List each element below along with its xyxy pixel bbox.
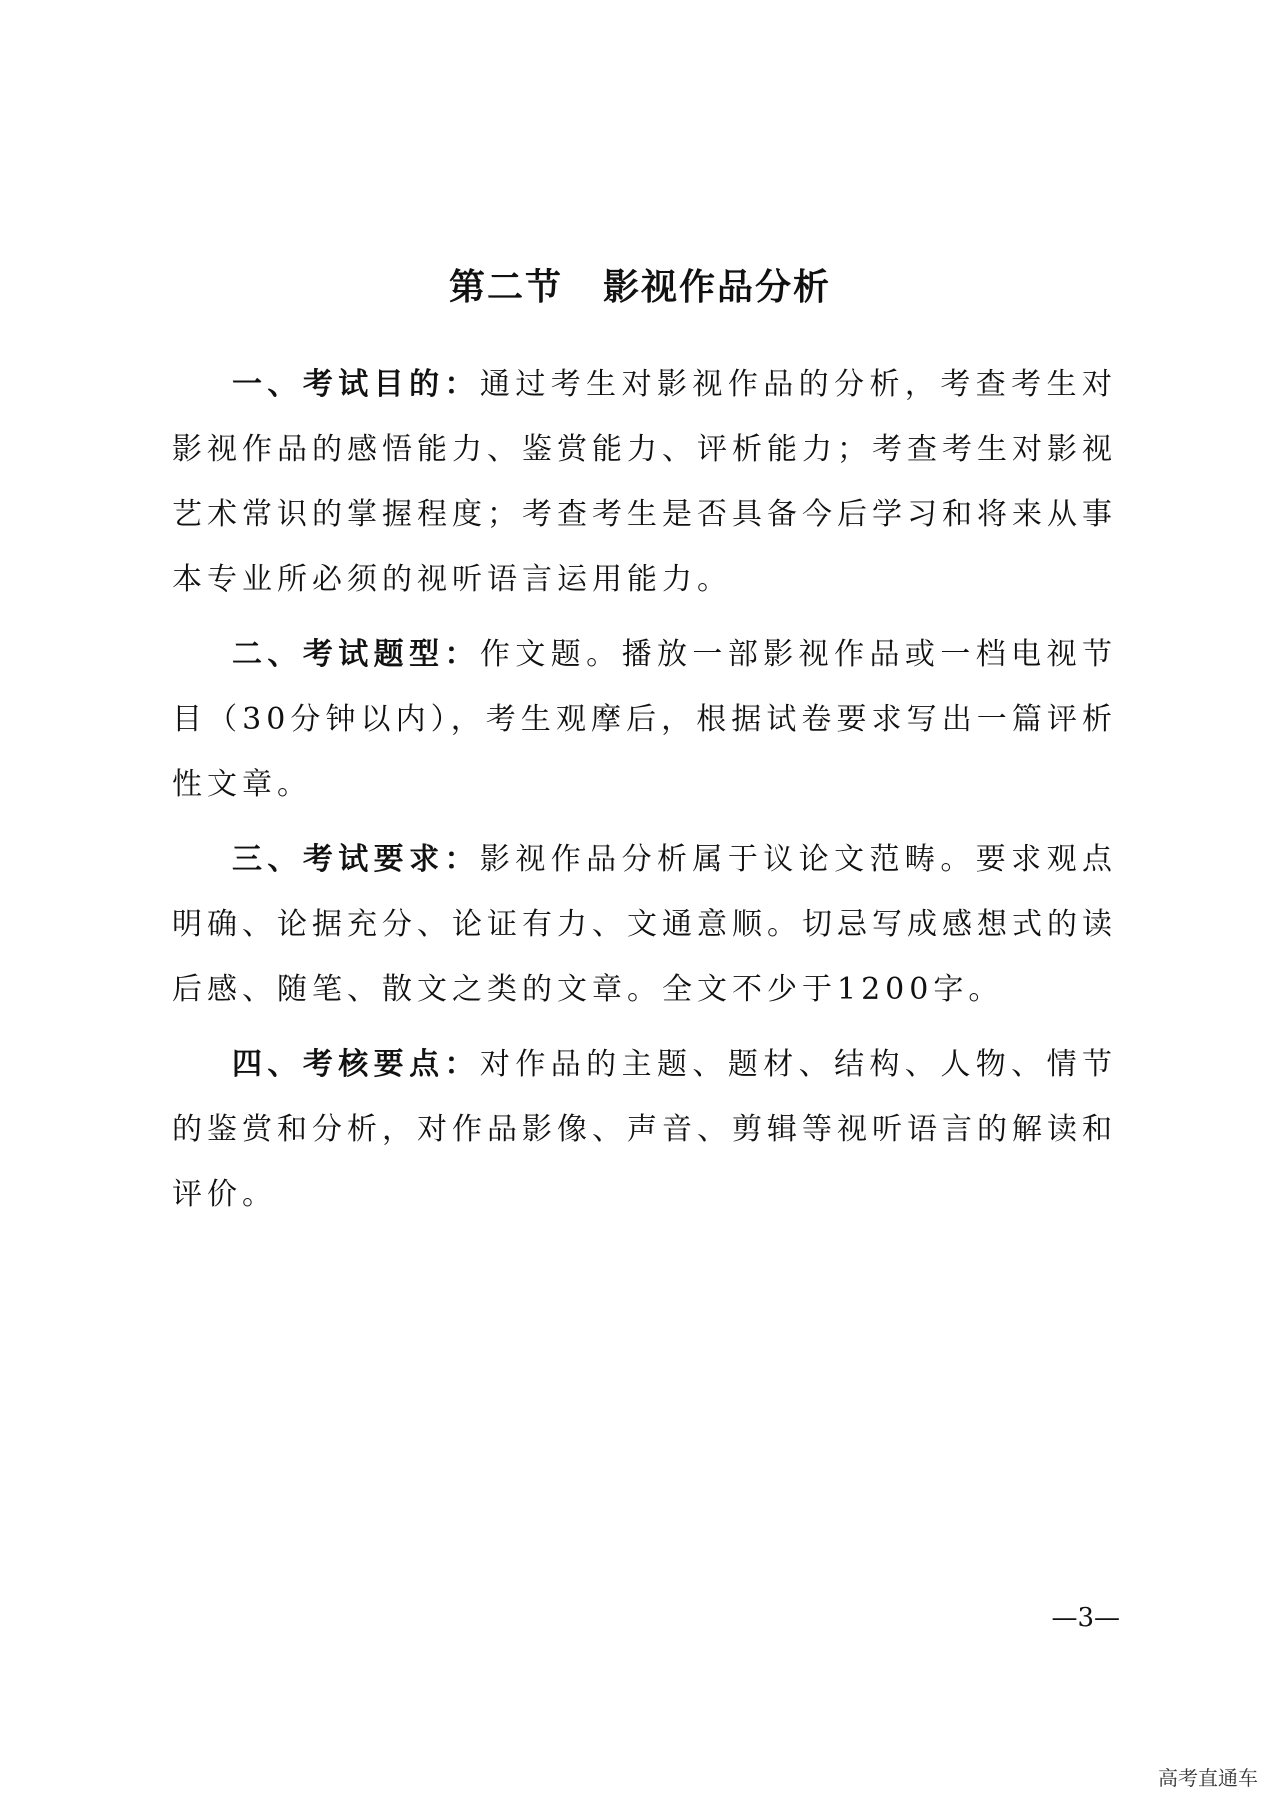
paragraph-assessment-points <box>172 1032 1117 1227</box>
paragraph-text: 通过考生对影视作品的分析，考查考生对影视作品的感悟能力、鉴赏能力、评析能力；考查考生对影视艺术常识的掌握程度；考查考生是否具备今后学习和将来从事本专业所必须的视听语言运用能力。 <box>172 367 1118 597</box>
section-name: 影视作品分析 <box>603 267 832 308</box>
document-body <box>172 352 1117 1237</box>
paragraph-exam-purpose <box>172 352 1117 612</box>
page-number: —3— <box>1051 1603 1120 1633</box>
paragraph-lead: 四、考核要点： <box>232 1047 480 1082</box>
section-number: 第二节 <box>448 267 563 308</box>
paragraph-text: 作文题。播放一部影视作品或一档电视节目（30分钟以内），考生观摩后，根据试卷要求写出一篇评析性文章。 <box>172 637 1118 802</box>
paragraph-text: 对作品的主题、题材、结构、人物、情节的鉴赏和分析，对作品影像、声音、剪辑等视听语言的解读和评价。 <box>172 1047 1118 1212</box>
watermark: 高考直通车 <box>1158 1766 1258 1790</box>
paragraph-lead: 三、考试要求： <box>232 842 480 877</box>
paragraph-lead: 二、考试题型： <box>232 637 480 672</box>
paragraph-exam-type <box>172 622 1117 817</box>
page-title <box>0 258 1280 318</box>
paragraph-text: 影视作品分析属于议论文范畴。要求观点明确、论据充分、论证有力、文通意顺。切忌写成感想式的读后感、随笔、散文之类的文章。全文不少于1200字。 <box>172 842 1118 1007</box>
paragraph-lead: 一、考试目的： <box>232 367 480 402</box>
paragraph-exam-requirements <box>172 827 1117 1022</box>
